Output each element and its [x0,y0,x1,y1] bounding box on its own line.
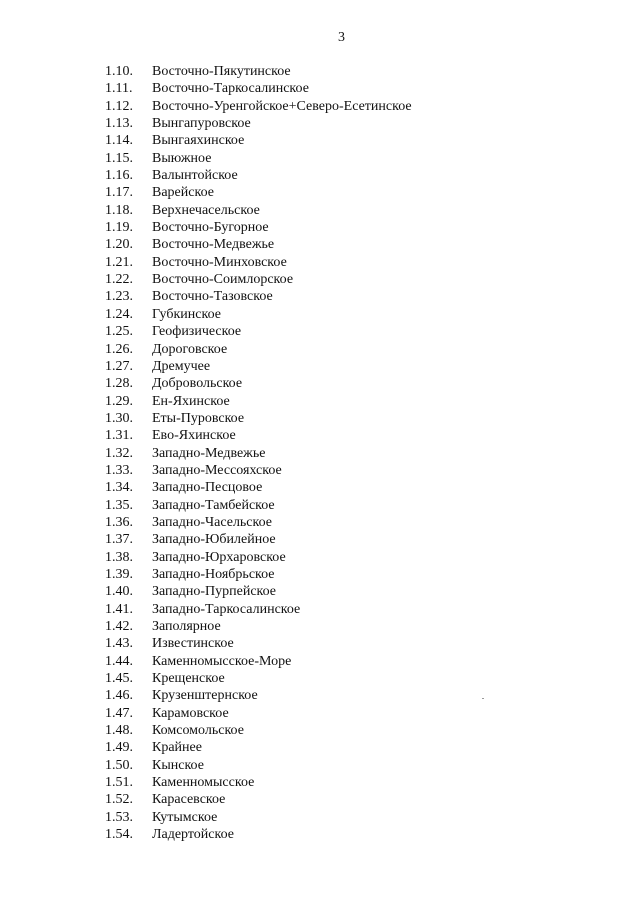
list-item [105,531,412,548]
item-name: Восточно-Тазовское [152,289,273,305]
list-item [105,514,412,531]
list-item [105,826,412,843]
list-item [105,306,412,323]
item-number: 1.53. [105,809,133,825]
item-name: Валынтойское [152,168,238,184]
item-number: 1.42. [105,619,133,634]
item-number: 1.43. [105,636,133,652]
item-number: 1.38. [105,549,133,565]
item-name: Ево-Яхинское [152,428,236,444]
list-item [105,202,412,219]
item-number: 1.48. [105,723,133,739]
item-name: Крайнее [152,740,202,756]
item-number: 1.11. [105,81,133,97]
item-number: 1.23. [105,289,133,305]
item-name: Западно-Тамбейское [152,497,275,513]
item-name: Верхнечасельское [152,202,260,218]
item-name: Западно-Мессояхское [152,462,282,478]
item-name: Западно-Пурпейское [152,584,277,600]
item-number: 1.28. [105,376,133,392]
list-item [105,236,412,253]
list-item [105,167,412,184]
item-name: Кутымское [152,809,218,825]
item-number: 1.26. [105,341,133,357]
item-name: Карасевское [152,792,226,808]
item-name: Восточно-Таркосалинское [152,81,309,97]
item-name: Ладертойское [152,827,234,843]
list-item [105,254,412,271]
list-item [105,132,412,149]
item-name: Добровольское [152,376,243,392]
item-number: 1.27. [105,358,133,374]
item-name: Кынское [152,757,204,773]
list-item [105,757,412,774]
item-number: 1.20. [105,237,133,253]
list-item [105,219,412,236]
item-number: 1.37. [105,532,133,548]
list-item [105,583,412,600]
item-number: 1.30. [105,410,133,426]
list-item [105,601,412,618]
list-item [105,288,412,305]
item-name: Западно-Юбилейное [152,532,276,548]
item-name: Еты-Пуровское [152,410,245,426]
item-name: Западно-Ноябрьское [152,566,275,582]
item-number: 1.54. [105,827,133,843]
list-item [105,549,412,566]
item-name: Восточно-Медвежье [152,237,275,253]
list-item [105,427,412,444]
list-item [105,445,412,462]
list-item [105,393,412,410]
list-item [105,462,412,479]
item-name: Каменномысское [152,775,255,791]
list-item [105,566,412,583]
list-item [105,722,412,739]
list-item [105,271,412,288]
item-number: 1.29. [105,393,133,409]
item-number: 1.50. [105,757,133,773]
list-item [105,80,412,97]
item-number: 1.21. [105,254,133,270]
list-item [105,341,412,358]
list-item [105,791,412,808]
item-name: Восточно-Бугорное [152,220,269,236]
item-name: Восточно-Уренгойское+Северо-Есетинское [152,98,412,114]
item-number: 1.32. [105,445,133,461]
list-item [105,184,412,201]
item-number: 1.45. [105,671,133,687]
item-number: 1.15. [105,150,133,166]
list-item [105,323,412,340]
item-number: 1.19. [105,220,133,236]
item-name: Восточно-Минховское [152,254,287,270]
list-item [105,375,412,392]
item-name: Ен-Яхинское [152,393,230,409]
item-number: 1.41. [105,601,133,617]
list-item [105,670,412,687]
item-number: 1.34. [105,480,133,496]
item-name: Западно-Юрхаровское [152,549,286,565]
item-name: Заполярное [152,619,221,634]
list-item [105,98,412,115]
item-number: 1.36. [105,514,133,530]
item-number: 1.40. [105,584,133,600]
item-name: Западно-Таркосалинское [152,601,301,617]
item-number: 1.33. [105,462,133,478]
item-name: Карамовское [152,705,229,721]
list-item [105,739,412,756]
item-name: Губкинское [152,306,221,322]
item-name: Варейское [152,185,214,201]
item-name: Дремучее [152,358,211,374]
item-name: Восточно-Пякутинское [152,64,291,79]
item-name: Западно-Часельское [152,514,272,530]
item-name: Крещенское [152,671,225,687]
item-number: 1.14. [105,133,133,149]
item-number: 1.16. [105,168,133,184]
item-name: Восточно-Соимлорское [152,272,294,288]
list-item [105,115,412,132]
item-number: 1.51. [105,775,133,791]
list-item [105,410,412,427]
item-name: Каменномысское-Море [152,653,292,669]
item-name: Выюжное [152,150,212,166]
item-number: 1.47. [105,705,133,721]
item-name: Дороговское [152,341,228,357]
scan-speck [482,698,484,699]
list-item [105,358,412,375]
item-name: Западно-Медвежье [152,445,266,461]
field-list [105,63,412,843]
list-item [105,705,412,722]
item-number: 1.12. [105,98,133,114]
list-item [105,809,412,826]
item-number: 1.17. [105,185,133,201]
item-name: Вынгапуровское [152,116,251,132]
item-number: 1.39. [105,566,133,582]
page-number: 3 [338,30,345,45]
item-name: Геофизическое [152,324,242,340]
item-name: Известинское [152,636,234,652]
list-item [105,618,412,635]
item-number: 1.25. [105,324,133,340]
list-item [105,150,412,167]
item-number: 1.44. [105,653,133,669]
item-number: 1.31. [105,428,133,444]
item-number: 1.24. [105,306,133,322]
item-name: Крузенштернское [152,688,258,704]
item-number: 1.52. [105,792,133,808]
item-number: 1.10. [105,64,133,79]
item-name: Комсомольское [152,723,244,739]
item-number: 1.35. [105,497,133,513]
item-number: 1.18. [105,202,133,218]
item-number: 1.13. [105,116,133,132]
list-item [105,687,412,704]
item-number: 1.22. [105,272,133,288]
list-item [105,497,412,514]
list-item [105,653,412,670]
list-item [105,774,412,791]
list-item [105,479,412,496]
list-item [105,635,412,652]
list-item [105,63,412,80]
item-number: 1.49. [105,740,133,756]
item-name: Вынгаяхинское [152,133,245,149]
item-number: 1.46. [105,688,133,704]
item-name: Западно-Песцовое [152,480,263,496]
